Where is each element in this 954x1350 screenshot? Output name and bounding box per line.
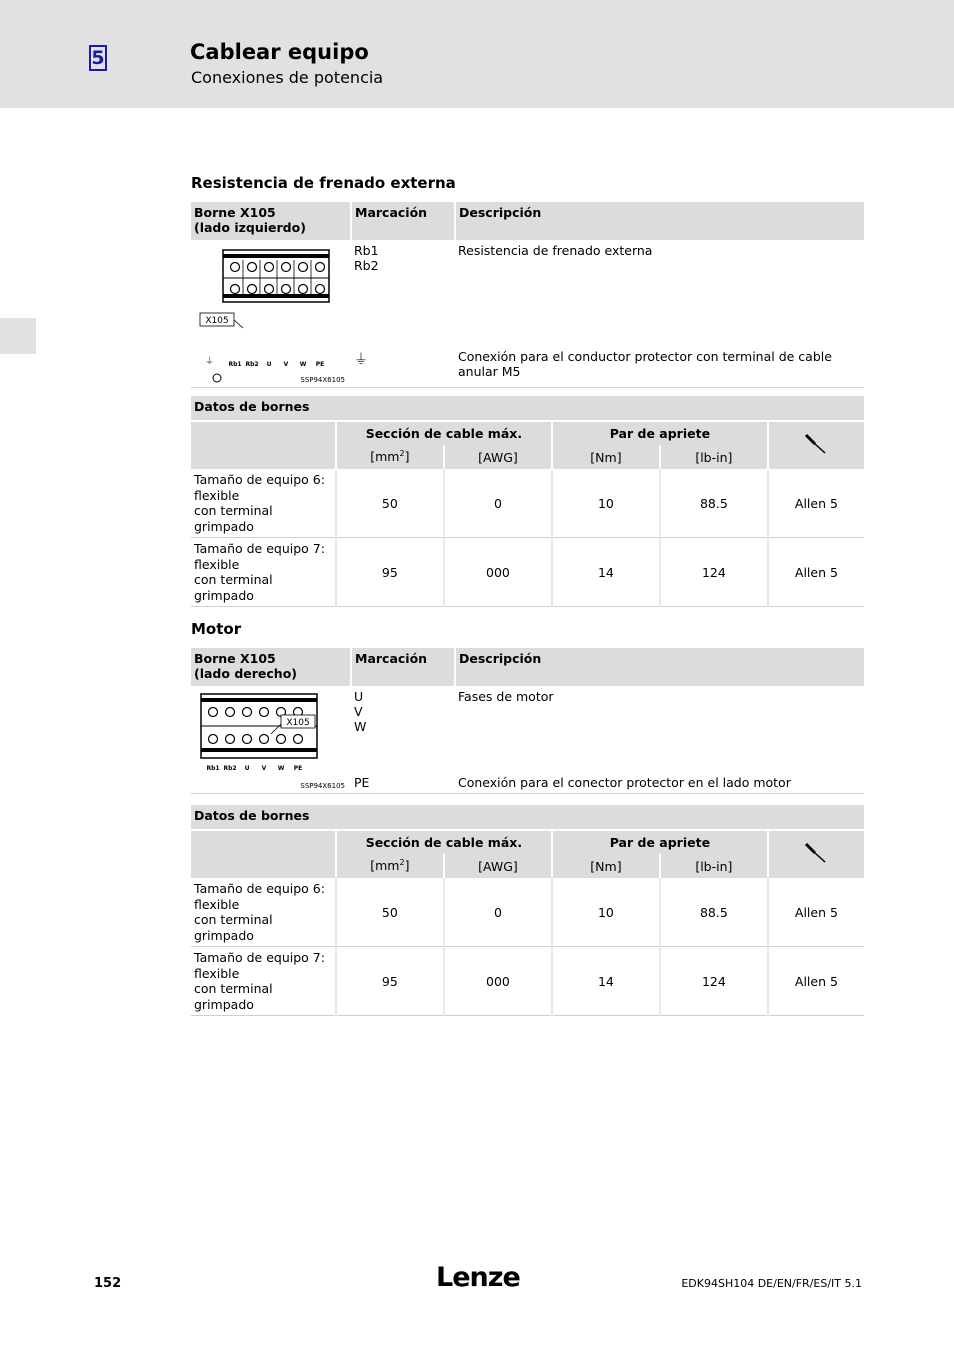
figure-caption: SSP94X6105 (300, 376, 345, 384)
page-number: 152 (94, 1276, 122, 1291)
terminal-figure-right (191, 686, 351, 794)
unit-lbin: [lb-in] (660, 445, 768, 469)
ground-symbol-icon: ⏚ (351, 346, 455, 388)
fig-term-u: U (266, 361, 272, 368)
terminal-block-diagram (191, 240, 347, 384)
col-marking: Marcación (351, 648, 455, 686)
document-code: EDK94SH104 DE/EN/FR/ES/IT 5.1 (681, 1277, 862, 1290)
empty-header-cell (191, 421, 336, 469)
fig-term-v: V (261, 765, 267, 772)
marking-rb: Rb1 Rb2 (354, 243, 379, 273)
fig-term-rb1: Rb1 (206, 765, 220, 772)
brake-terminal-data-table: Datos de bornes Sección de cable máx. Par de apriete $[mm^2]$ [AWG] [Nm] [lb-in] Tamaño de equipo 6: flexible con terminal grimpado 50 0 10 88.5 Allen 5 Tamaño de equipo 7: flexible con terminal grimpado 95 000 14 124 Allen 5 (191, 396, 864, 607)
unit-nm: [Nm] (552, 445, 660, 469)
unit-lbin: [lb-in] (660, 854, 768, 878)
screwdriver-icon (768, 830, 864, 878)
side-tab-marker (0, 318, 36, 354)
ground-icon: ⏚ (205, 357, 215, 367)
table-row: Tamaño de equipo 6: flexible con terminal grimpado 50 0 10 88.5 Allen 5 (191, 469, 864, 538)
lenze-logo: Lenze (436, 1262, 520, 1293)
torque-header: Par de apriete (552, 421, 768, 445)
desc-motor-phases: Fases de motor (458, 689, 554, 704)
fig-term-w: W (299, 361, 307, 368)
unit-nm: [Nm] (552, 854, 660, 878)
marking-uvw: U V W (354, 689, 367, 734)
motor-terminal-data-table: Datos de bornes Sección de cable máx. Par de apriete $[mm^2]$ [AWG] [Nm] [lb-in] Tamaño de equipo 6: flexible con terminal grimpado 50 0 10 88.5 Allen 5 Tamaño de equipo 7: flexible con terminal grimpado 95 000 14 124 Allen 5 (191, 805, 864, 1016)
desc-protective-connector: Conexión para el conector protector en el lado motor (455, 772, 864, 794)
terminal-figure-left (191, 240, 351, 388)
fig-term-v: V (283, 361, 289, 368)
table-row: Tamaño de equipo 6: flexible con terminal grimpado 50 0 10 88.5 Allen 5 (191, 878, 864, 947)
unit-mm2: [mm (370, 449, 400, 465)
unit-awg: [AWG] (444, 854, 552, 878)
fig-term-w: W (277, 765, 285, 772)
chapter-subtitle: Conexiones de potencia (191, 68, 384, 87)
fig-term-rb2: Rb2 (223, 765, 237, 772)
section-title-brake: Resistencia de frenado externa (191, 174, 456, 192)
terminal-data-title: Datos de bornes (191, 805, 864, 830)
fig-term-pe: PE (293, 765, 303, 772)
pe-screw-icon (213, 374, 221, 382)
screwdriver-icon (768, 421, 864, 469)
cable-section-header: Sección de cable máx. (336, 421, 552, 445)
unit-awg: [AWG] (444, 445, 552, 469)
table-row: Tamaño de equipo 7: flexible con terminal grimpado 95 000 14 124 Allen 5 (191, 947, 864, 1016)
figure-caption: SSP94X6105 (300, 782, 345, 790)
terminal-data-title: Datos de bornes (191, 396, 864, 421)
desc-brake-resistor: Resistencia de frenado externa (458, 243, 653, 258)
desc-protective-conductor: Conexión para el conductor protector con terminal de cable anular M5 (455, 346, 864, 388)
marking-pe: PE (351, 772, 455, 794)
col-marking: Marcación (351, 202, 455, 240)
col-terminal: Borne X105 (lado izquierdo) (191, 202, 351, 240)
fig-term-rb1: Rb1 (228, 361, 242, 368)
fig-label: X105 (205, 316, 229, 326)
terminal-block-diagram (191, 686, 347, 776)
torque-header: Par de apriete (552, 830, 768, 854)
chapter-title: Cablear equipo (190, 40, 369, 64)
section-title-motor: Motor (191, 620, 242, 638)
chapter-number: 5 (89, 45, 107, 71)
empty-header-cell (191, 830, 336, 878)
fig-term-rb2: Rb2 (245, 361, 259, 368)
motor-terminal-table (191, 648, 864, 794)
page-header (0, 0, 954, 108)
fig-term-pe: PE (315, 361, 325, 368)
col-description: Descripción (455, 648, 864, 686)
cable-section-header: Sección de cable máx. (336, 830, 552, 854)
unit-mm2: [mm (370, 858, 400, 874)
table-row: Tamaño de equipo 7: flexible con terminal grimpado 95 000 14 124 Allen 5 (191, 538, 864, 607)
brake-terminal-table (191, 202, 864, 388)
fig-term-u: U (244, 765, 250, 772)
col-terminal: Borne X105 (lado derecho) (191, 648, 351, 686)
fig-label: X105 (286, 718, 310, 728)
col-description: Descripción (455, 202, 864, 240)
